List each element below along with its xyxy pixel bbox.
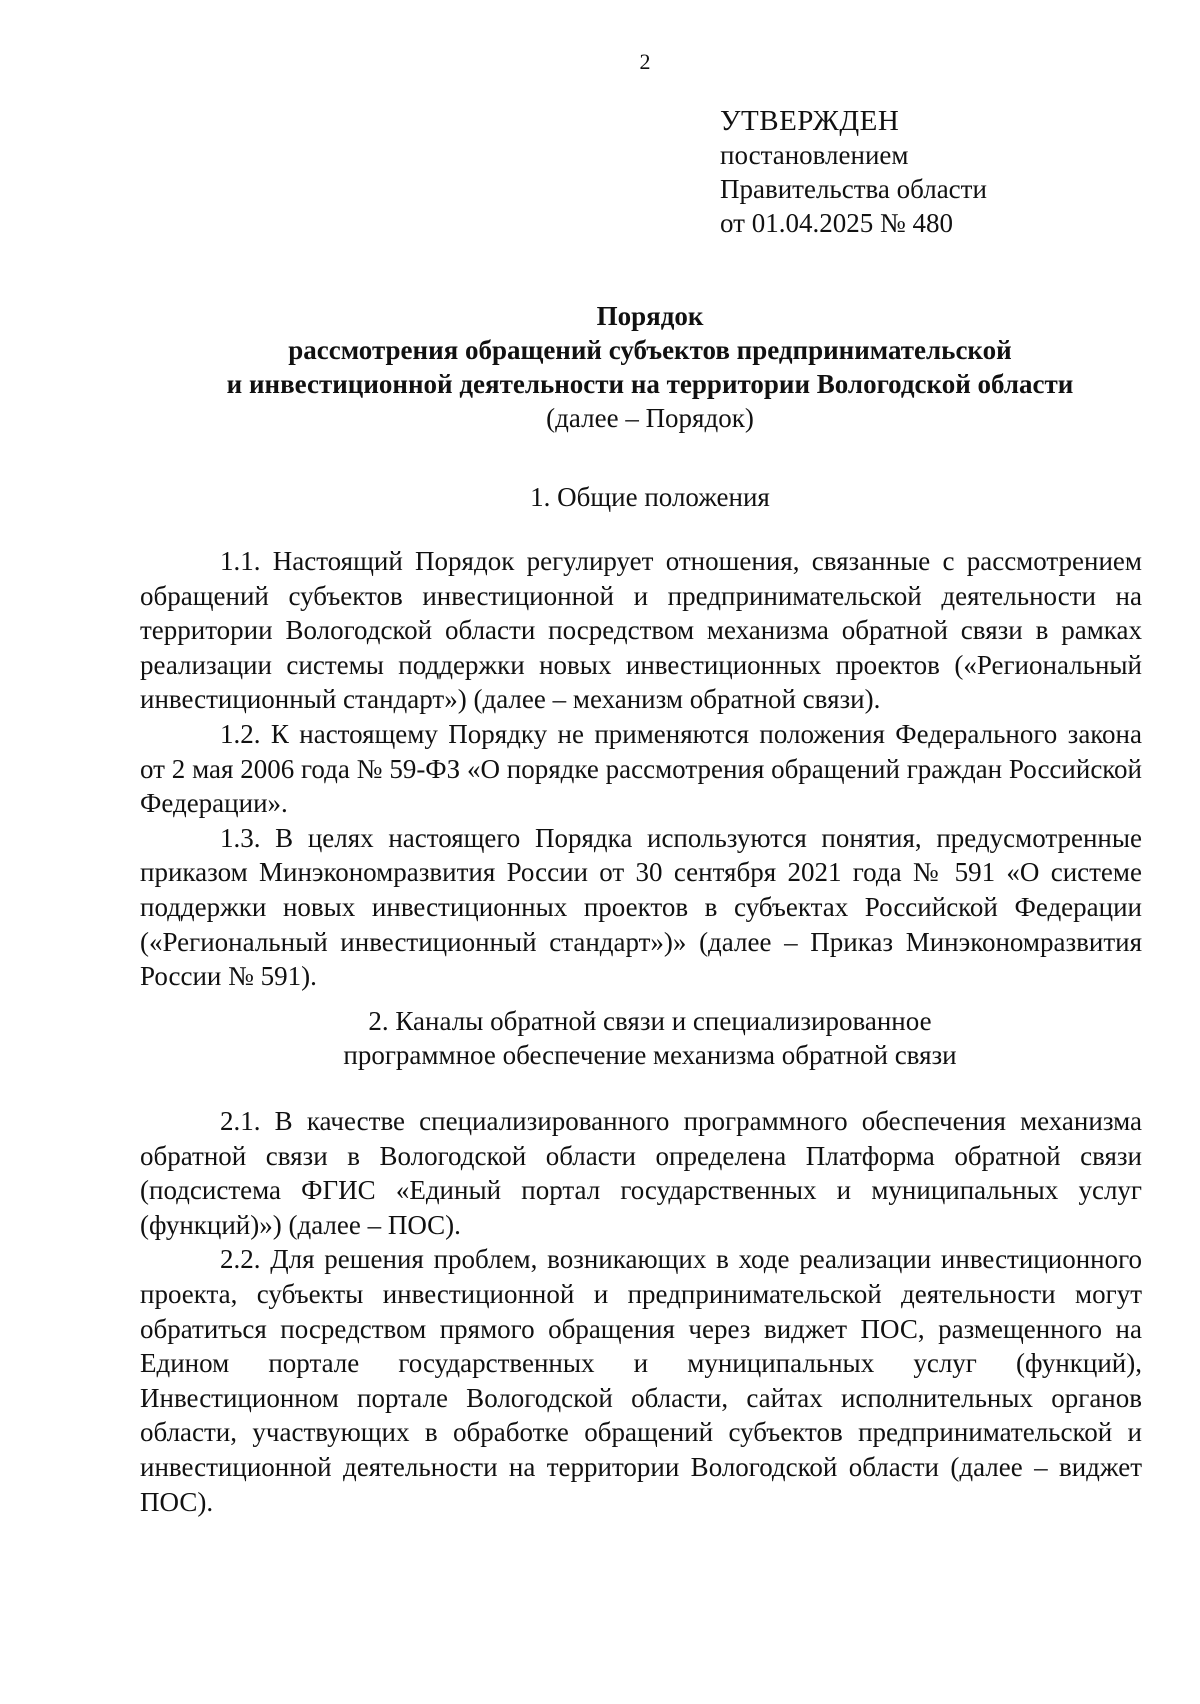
approval-line: постановлением <box>720 140 909 170</box>
section-2-body <box>140 1104 1142 1519</box>
paragraph: 1.2. К настоящему Порядку не применяются положения Федерального закона от 2 мая 2006 года № 59-ФЗ «О порядке рассмотрения обращений граждан Российской Федерации». <box>140 718 1142 819</box>
approval-line: Правительства области <box>720 174 987 204</box>
approval-title: УТВЕРЖДЕН <box>720 105 900 137</box>
title-line: рассмотрения обращений субъектов предпринимательской <box>288 335 1012 365</box>
page-number: 2 <box>639 49 651 74</box>
paragraph: 1.3. В целях настоящего Порядка используются понятия, предусмотренные приказом Минэкономразвития России от 30 сентября 2021 года № 591 «О системе поддержки новых инвестиционных проектов в субъектах Российской Федерации («Региональный инвестиционный стандарт»)» (далее – Приказ Минэкономразвития России № 591). <box>140 822 1142 992</box>
section-heading-line: 1. Общие положения <box>530 482 770 512</box>
section-heading-line: программное обеспечение механизма обратной связи <box>343 1040 957 1070</box>
title-line: и инвестиционной деятельности на территории Вологодской области <box>226 369 1074 399</box>
paragraph: 1.1. Настоящий Порядок регулирует отношения, связанные с рассмотрением обращений субъектов инвестиционной и предпринимательской деятельности на территории Вологодской области посредством механизма обратной связи в рамках реализации системы поддержки новых инвестиционных проектов («Региональный инвестиционный стандарт») (далее – механизм обратной связи). <box>140 546 1142 715</box>
section-1-heading <box>140 480 1160 514</box>
approval-stamp <box>720 104 987 240</box>
approval-line: от 01.04.2025 № 480 <box>720 208 953 238</box>
section-2-heading <box>140 1004 1160 1072</box>
title-subtitle: (далее – Порядок) <box>546 403 754 433</box>
document-title <box>140 299 1160 435</box>
section-1-body <box>140 544 1142 994</box>
paragraph: 2.2. Для решения проблем, возникающих в ходе реализации инвестиционного проекта, субъекты инвестиционной и предпринимательской деятельности могут обратиться посредством прямого обращения через виджет ПОС, размещенного на Едином портале государственных и муниципальных услуг (функций), Инвестиционном портале Вологодской области, сайтах исполнительных органов области, участвующих в обработке обращений субъектов предпринимательской и инвестиционной деятельности на территории Вологодской области (далее – виджет ПОС). <box>140 1244 1142 1517</box>
section-heading-line: 2. Каналы обратной связи и специализированное <box>368 1006 932 1036</box>
paragraph: 2.1. В качестве специализированного программного обеспечения механизма обратной связи в Вологодской области определена Платформа обратной связи (подсистема ФГИС «Единый портал государственных и муниципальных услуг (функций)») (далее – ПОС). <box>140 1106 1142 1240</box>
title-line: Порядок <box>596 301 704 331</box>
